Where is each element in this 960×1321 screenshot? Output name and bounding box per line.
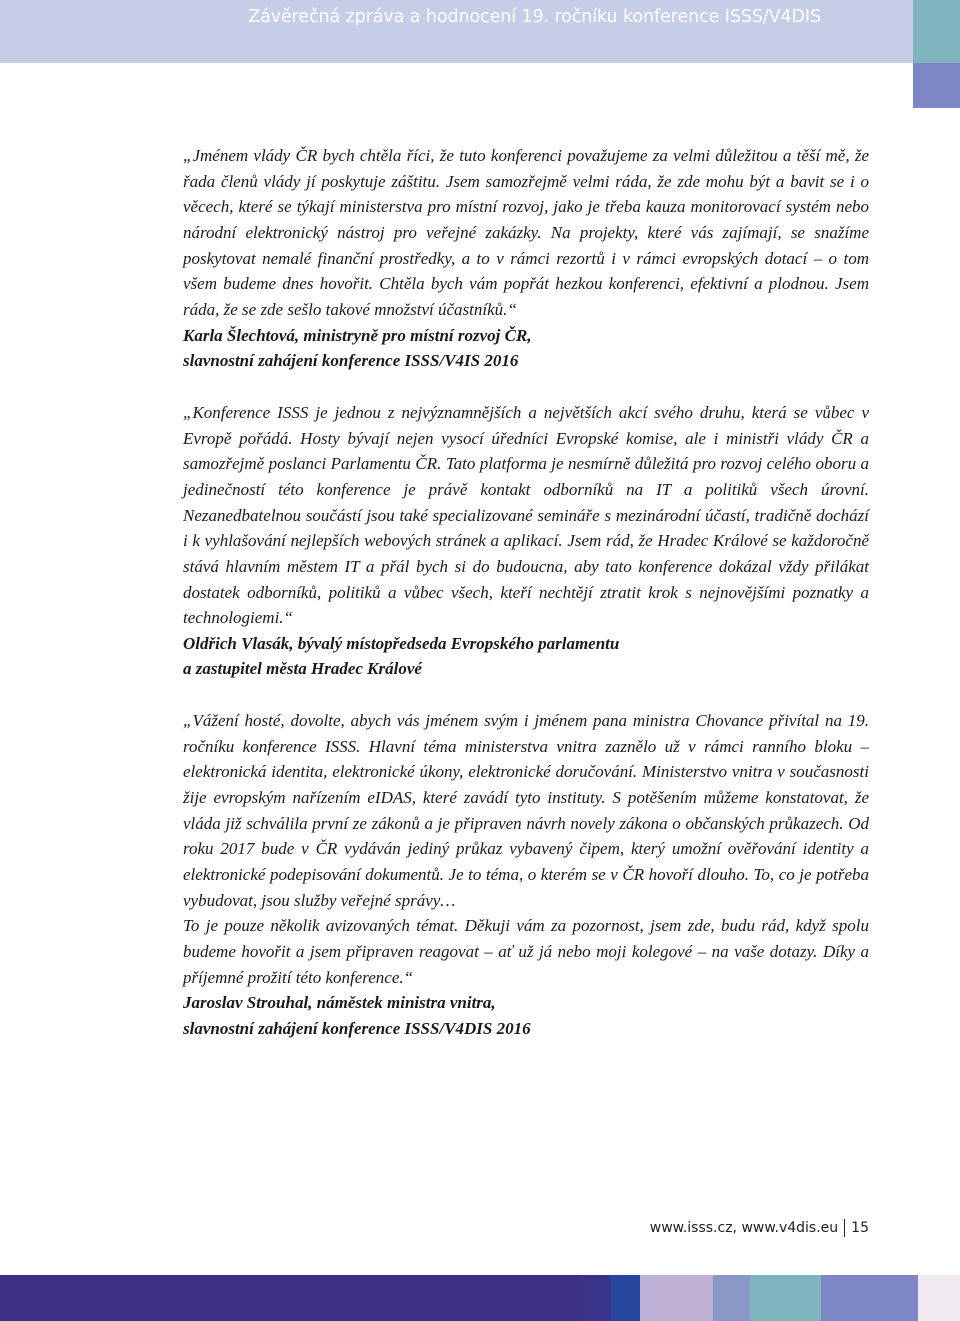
spacer [183,682,869,708]
corner-decor-blue [913,63,960,108]
quotes-section [183,143,869,1042]
color-strip [713,1275,750,1321]
header-band [0,0,913,63]
footer-separator [844,1219,845,1237]
author-strouhal-name: Jaroslav Strouhal, náměstek ministra vnitra, [183,993,496,1013]
color-strip [821,1275,918,1321]
color-strip [918,1275,960,1321]
color-strip [611,1275,640,1321]
page-number: 15 [851,1220,869,1236]
quote-slechtova: „Jménem vlády ČR bych chtěla říci, že tuto konferenci považujeme za velmi důležitou a těší mě, že řada členů vlády jí poskytuje záštitu. Jsem samozřejmě velmi ráda, že zde mohu být a bavit se i o věcech, které se týkají ministerstva pro místní rozvoj, jako je třeba kauza monitorovací systém nebo národní elektronický nástroj pro veřejné zakázky. Na projekty, které vás zajímají, se snažíme poskytovat nemalé finanční prostředky, a to v rámci rezortů i v rámci evropských dotací – o tom všem budeme dnes hovořit. Chtěla bych vám popřát hezkou konferenci, efektivní a plodnou. Jsem ráda, že se zde sešlo takové množství účastníků.“ [183,146,869,319]
color-strip [581,1275,611,1321]
author-vlasak-role: a zastupitel města Hradec Králové [183,659,422,679]
header-title: Závěrečná zpráva a hodnocení 19. ročníku konference ISSS/V4DIS [248,7,821,27]
author-slechtova-role: slavnostní zahájení konference ISSS/V4IS 2016 [183,351,519,371]
color-strip [640,1275,713,1321]
quote-strouhal-continued: To je pouze několik avizovaných témat. Děkuji vám za pozornost, jsem zde, budu rád, když spolu budeme hovořit a jsem připraven reagovat – ať už já nebo moji kolegové – na vaše dotazy. Díky a příjemné prožití této konference.“ [183,916,869,987]
author-slechtova-name: Karla Šlechtová, ministryně pro místní rozvoj ČR, [183,325,532,345]
bottom-color-bar [0,1275,960,1321]
footer [650,1219,869,1237]
author-strouhal-role: slavnostní zahájení konference ISSS/V4DIS 2016 [183,1019,531,1038]
footer-url: www.isss.cz, www.v4dis.eu [649,1220,839,1236]
color-strip [750,1275,821,1321]
quote-strouhal: „Vážení hosté, dovolte, abych vás jménem svým i jménem pana ministra Chovance přivítal na 19. ročníku konference ISSS. Hlavní téma ministerstva vnitra zaznělo už v rámci ranního bloku – elektronická identita, elektronické úkony, elektronické doručování. Ministerstvo vnitra v současnosti žije evropským nařízením eIDAS, které zavádí tyto instituty. S potěšením můžeme konstatovat, že vláda již schválila první ze zákonů a je připraven návrh novely zákona o občanských průkazech. Od roku 2017 bude v ČR vydáván jediný průkaz vybavený čipem, který umožní ověřování identity a elektronické podepisování dokumentů. Je to téma, o kterém se v ČR hovoří dlouho. To, co je potřeba vybudovat, jsou služby veřejné správy… [183,711,869,910]
author-vlasak-name: Oldřich Vlasák, bývalý místopředseda Evropského parlamentu [183,633,620,653]
quote-vlasak: „Konference ISSS je jednou z nejvýznamnějších a největších akcí svého druhu, která se vůbec v Evropě pořádá. Hosty bývají nejen vysocí úředníci Evropské komise, ale i ministři vlády ČR a samozřejmě poslanci Parlamentu ČR. Tato platforma je nesmírně důležitá pro rozvoj celého oboru a jedinečností této konference je právě kontakt odborníků na IT a politiků všech úrovní. Nezanedbatelnou součástí jsou také specializované semináře s mezinárodní účastí, tradičně dochází i k vyhlašování nejlepších webových stránek a aplikací. Jsem rád, že Hradec Králové se každoročně stává hlavním městem IT a přál bych si do budoucna, aby tato konference dokázal vždy přilákat dostatek odborníků, politiků a vůbec všech, kteří nechtějí ztratit krok s nejnovějšími poznatky a technologiemi.“ [183,402,869,628]
spacer [183,374,869,400]
color-strip [0,1275,581,1321]
corner-decor-teal [913,0,960,63]
